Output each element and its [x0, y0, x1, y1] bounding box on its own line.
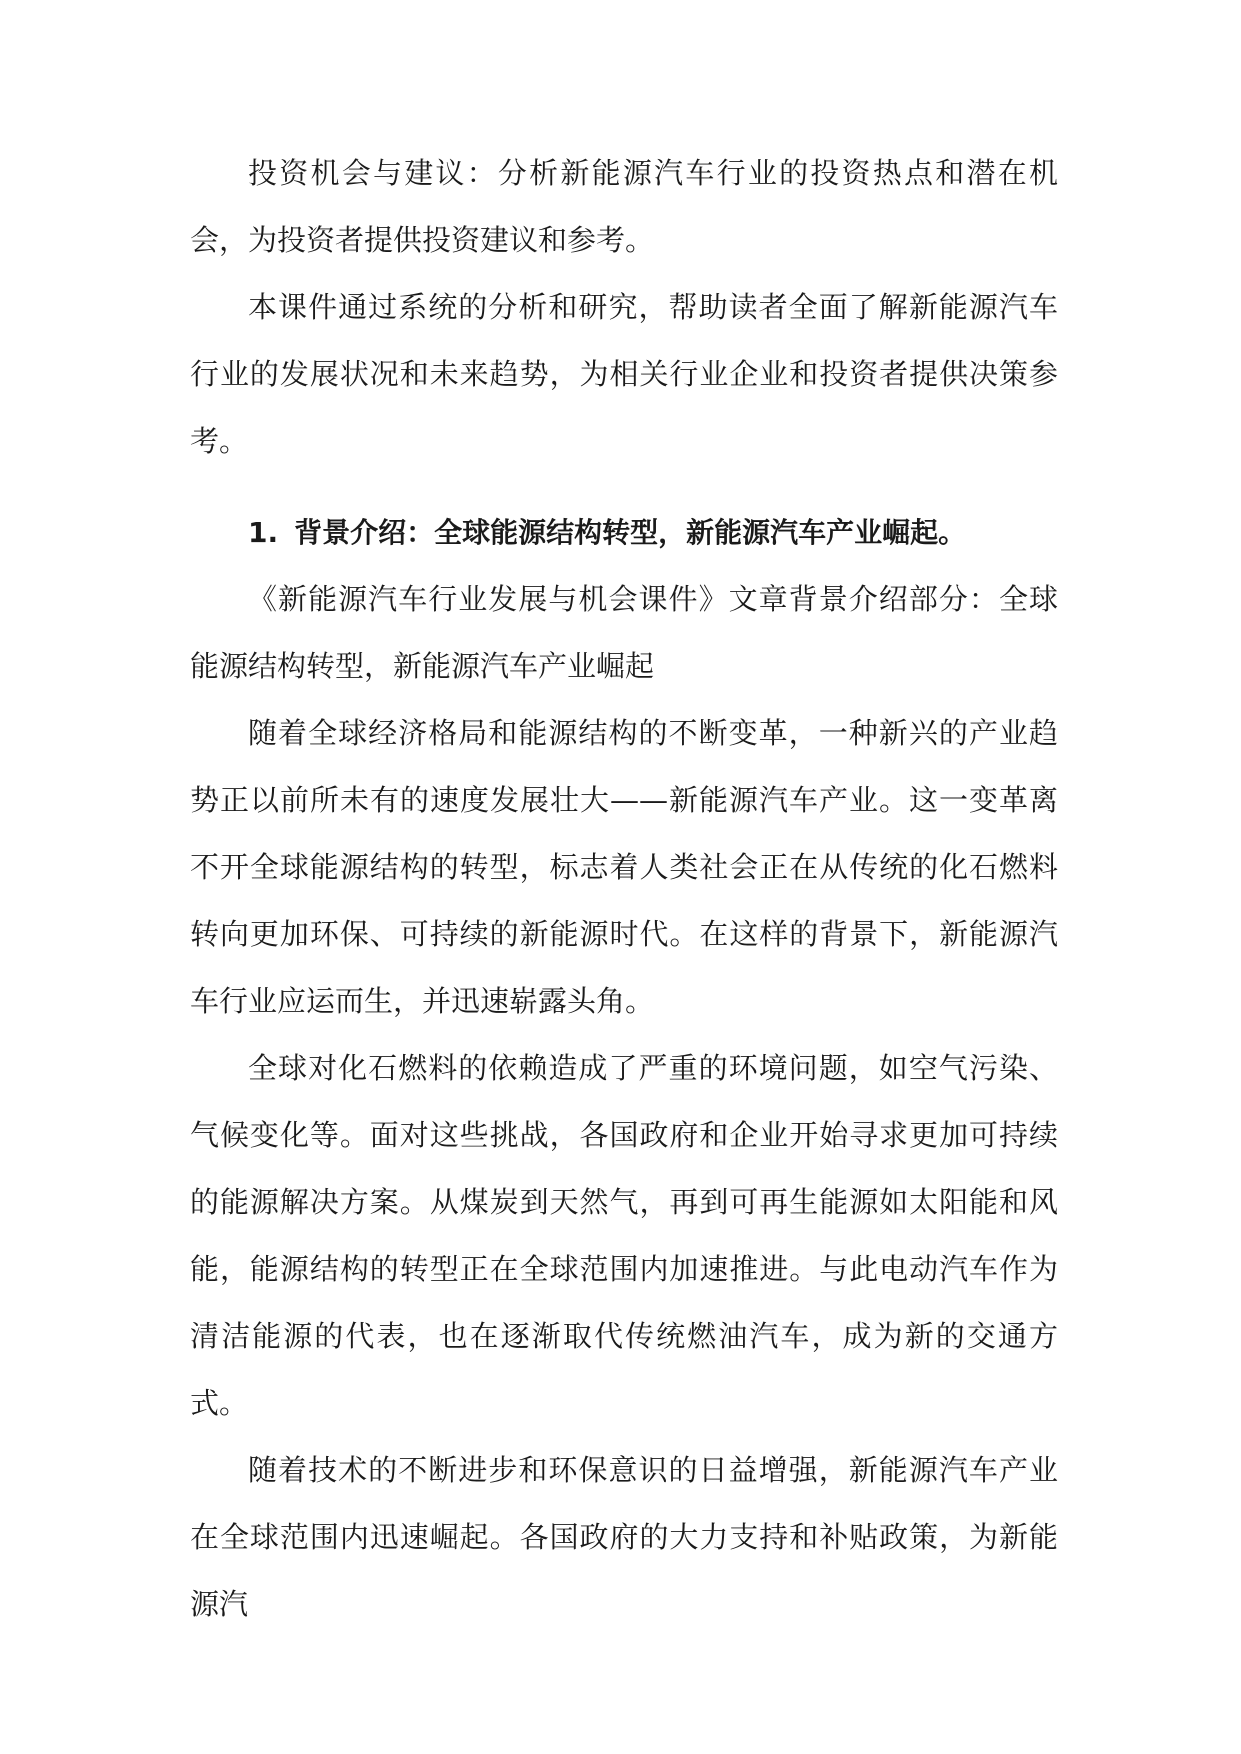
paragraph-fossil-fuel: 全球对化石燃料的依赖造成了严重的环境问题，如空气污染、气候变化等。面对这些挑战，各国政府和企业开始寻求更加可持续的能源解决方案。从煤炭到天然气，再到可再生能源如太阳能和风能，能源结构的转型正在全球范围内加速推进。与此电动汽车作为清洁能源的代表，也在逐渐取代传统燃油汽车，成为新的交通方式。 [190, 1051, 1058, 1420]
section-title: 背景介绍：全球能源结构转型，新能源汽车产业崛起。 [294, 516, 967, 549]
section-heading [190, 499, 1058, 566]
paragraph-summary: 本课件通过系统的分析和研究，帮助读者全面了解新能源汽车行业的发展状况和未来趋势，为相关行业企业和投资者提供决策参考。 [190, 290, 1058, 458]
paragraph-background-intro: 《新能源汽车行业发展与机会课件》文章背景介绍部分：全球能源结构转型，新能源汽车产业崛起 [190, 582, 1058, 683]
document-body [190, 140, 1058, 1638]
paragraph-industry-trend: 随着全球经济格局和能源结构的不断变革，一种新兴的产业趋势正以前所未有的速度发展壮大——新能源汽车产业。这一变革离不开全球能源结构的转型，标志着人类社会正在从传统的化石燃料转向更加环保、可持续的新能源时代。在这样的背景下，新能源汽车行业应运而生，并迅速崭露头角。 [190, 716, 1058, 1018]
paragraph-technology: 随着技术的不断进步和环保意识的日益增强，新能源汽车产业在全球范围内迅速崛起。各国政府的大力支持和补贴政策，为新能源汽 [190, 1453, 1058, 1621]
section-number: 1. [248, 516, 279, 549]
paragraph-investment: 投资机会与建议：分析新能源汽车行业的投资热点和潜在机会，为投资者提供投资建议和参考。 [190, 156, 1058, 257]
